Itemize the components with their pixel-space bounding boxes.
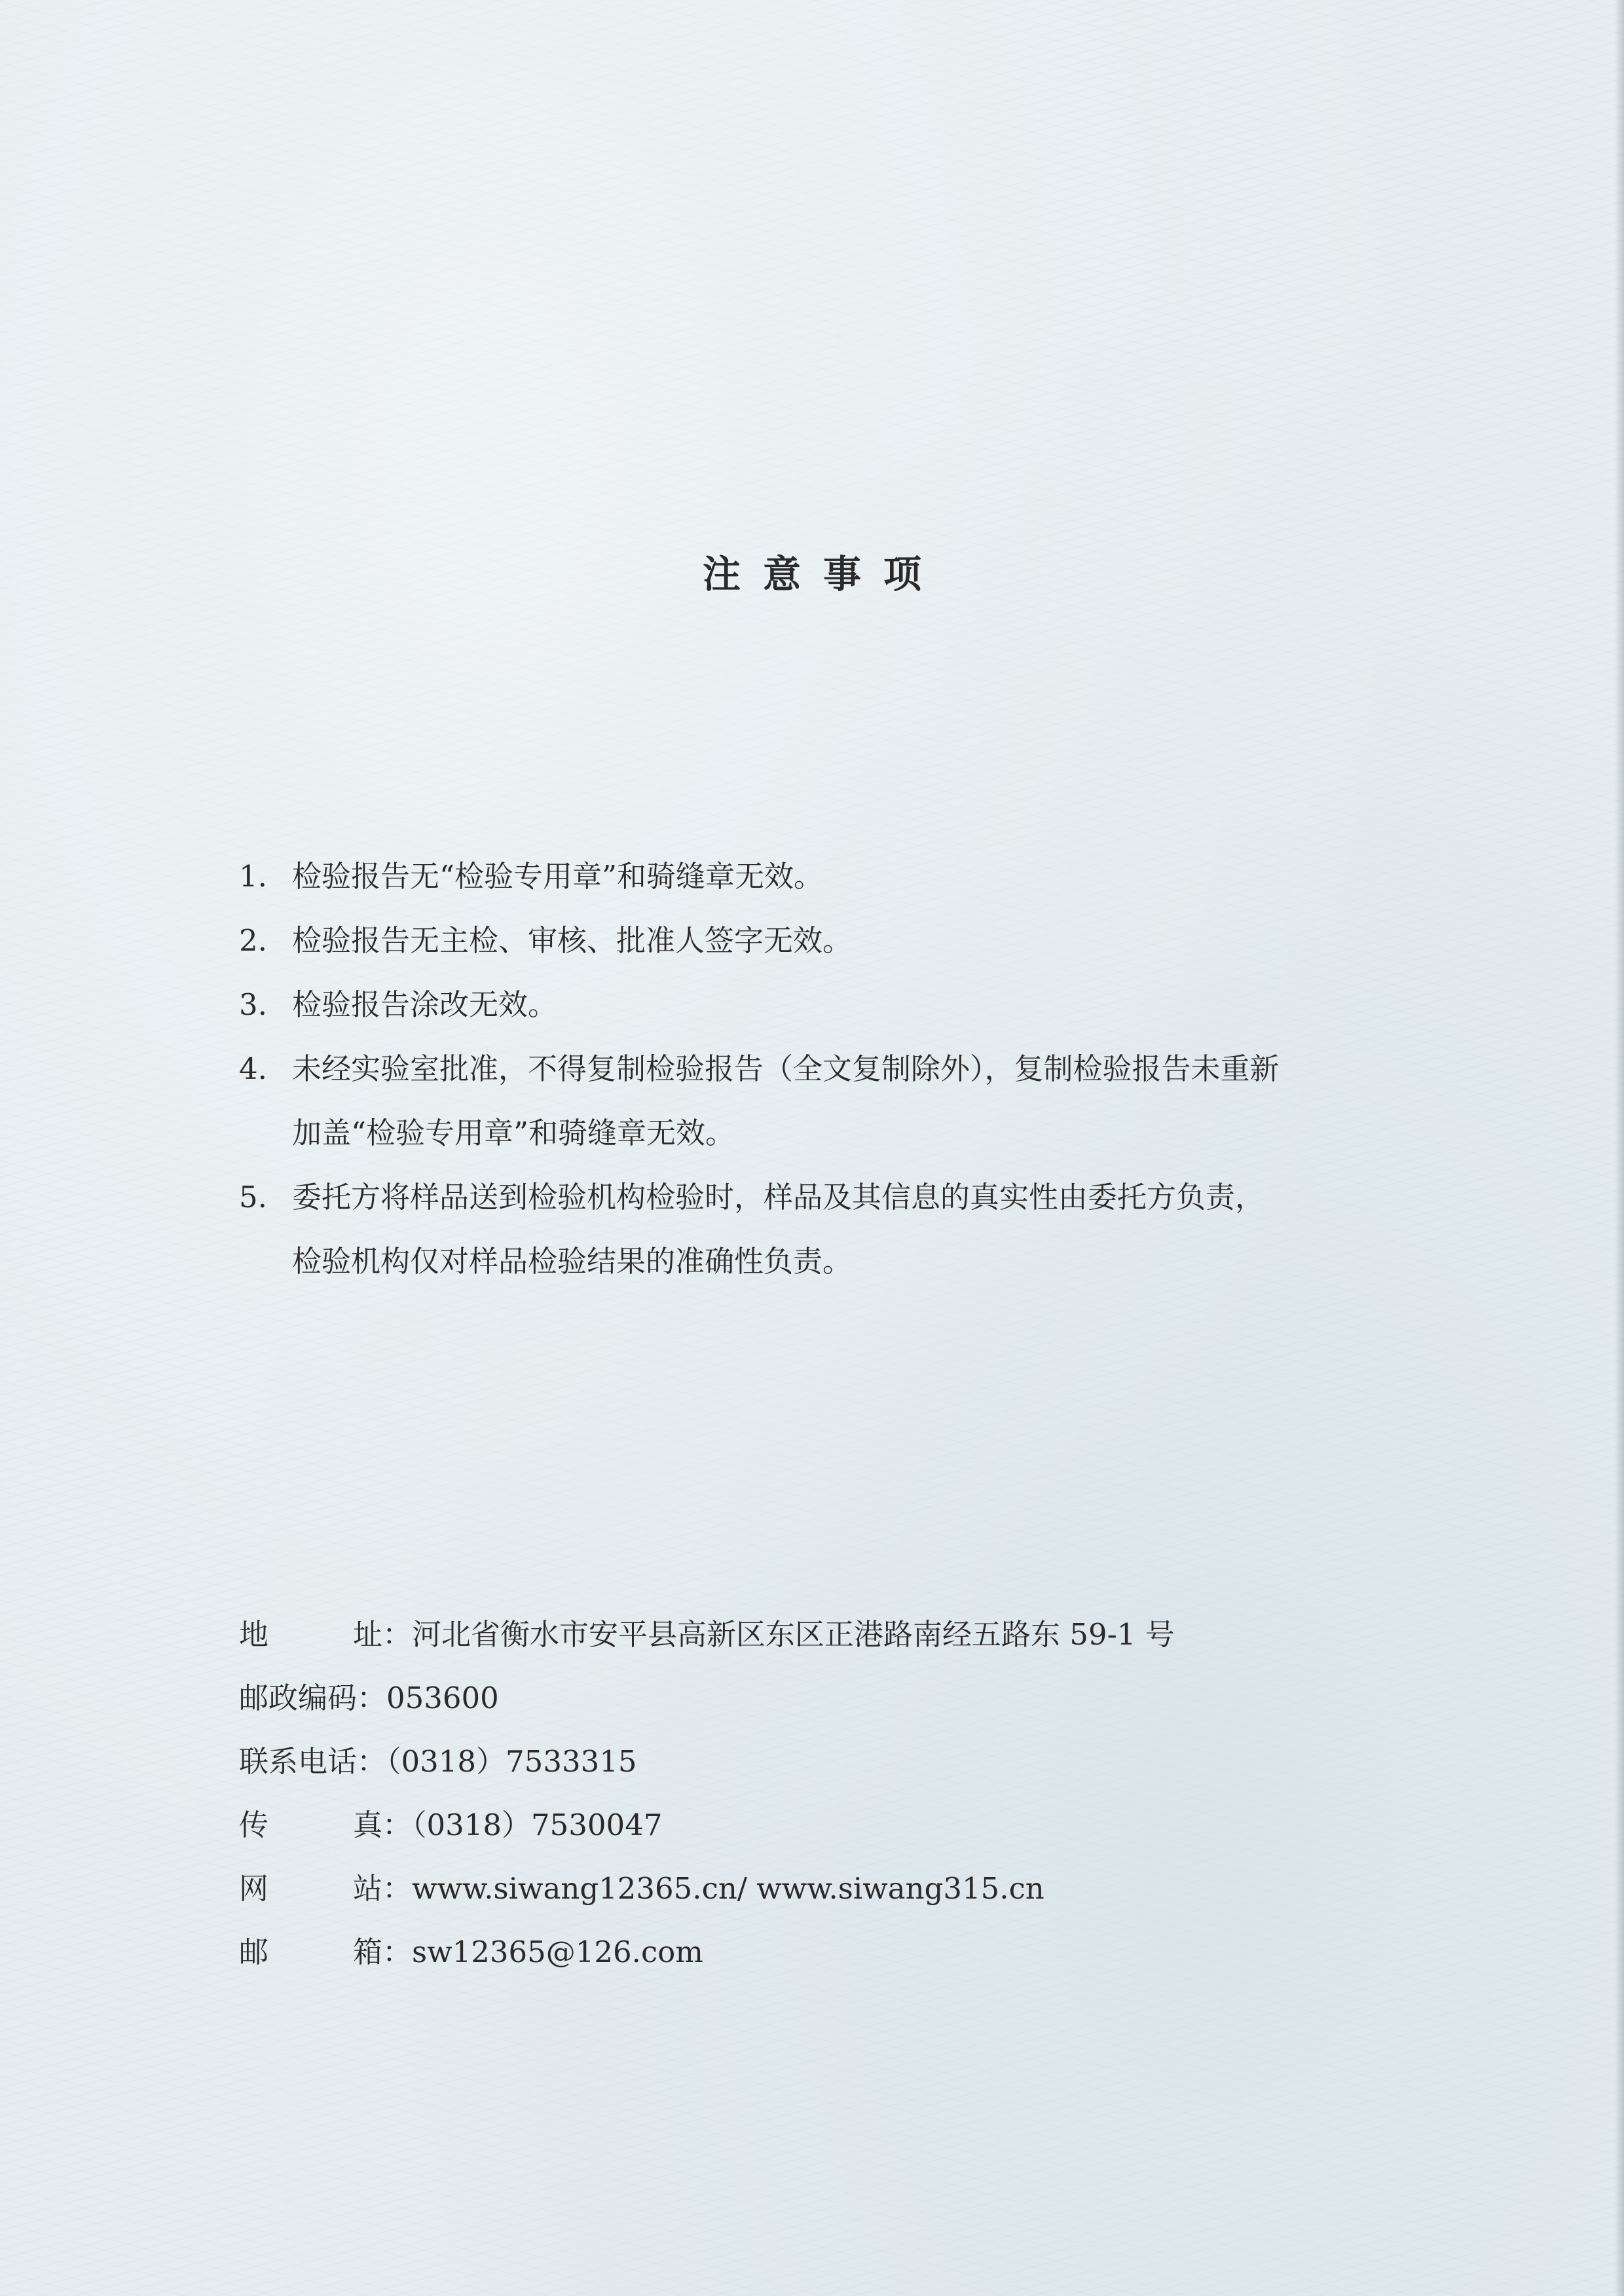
notice-number: 3. [239,987,267,1022]
notice-text-continued: 加盖“检验专用章”和骑缝章无效。 [292,1116,735,1150]
notice-item [236,1037,1414,1165]
phone-separator: ： [357,1744,387,1779]
phone-label: 联系电话 [239,1744,358,1779]
page-title: 注意事项 [702,552,944,596]
notice-text: 检验报告涂改无效。 [292,987,558,1022]
notice-item [236,973,1414,1037]
notice-number: 4. [239,1051,267,1086]
notice-text-continued: 检验机构仅对样品检验结果的准确性负责。 [292,1244,853,1279]
notice-list [236,845,1414,1294]
contact-info [239,1603,1418,1984]
fax-row [239,1793,1418,1857]
notice-text: 检验报告无“检验专用章”和骑缝章无效。 [292,859,824,894]
notice-number: 1. [239,859,267,894]
email-row [239,1920,1418,1984]
notice-text: 检验报告无主检、审核、批准人签字无效。 [292,923,853,958]
website-separator: ： [382,1871,413,1906]
notice-number: 5. [239,1180,267,1214]
address-separator: ： [382,1617,413,1652]
email-separator: ： [382,1935,413,1969]
postcode-value: 053600 [386,1681,499,1715]
fax-separator: ： [382,1808,413,1842]
website-value: www.siwang12365.cn/ www.siwang315.cn [412,1871,1044,1906]
notice-text: 委托方将样品送到检验机构检验时，样品及其信息的真实性由委托方负责， [292,1180,1265,1214]
notice-item [236,909,1414,973]
address-label: 地 址 [239,1617,382,1652]
fax-label: 传 真 [239,1808,382,1842]
phone-row [239,1730,1418,1793]
email-value: sw12365@126.com [412,1935,703,1969]
notice-text: 未经实验室批准，不得复制检验报告（全文复制除外），复制检验报告未重新 [292,1051,1280,1086]
fax-value: （0318）7530047 [412,1808,663,1842]
address-value: 河北省衡水市安平县高新区东区正港路南经五路东 59-1 号 [412,1617,1175,1652]
page-edge-shadow [1615,0,1624,2296]
postcode-label: 邮政编码 [239,1681,358,1715]
email-label: 邮 箱 [239,1935,382,1969]
address-row [239,1603,1418,1666]
phone-value: （0318）7533315 [386,1744,637,1779]
postcode-separator: ： [357,1681,387,1715]
website-label: 网 站 [239,1871,382,1906]
notice-item [236,845,1414,909]
postcode-row [239,1666,1418,1730]
website-row [239,1857,1418,1920]
notice-item [236,1165,1414,1294]
notice-number: 2. [239,923,267,958]
